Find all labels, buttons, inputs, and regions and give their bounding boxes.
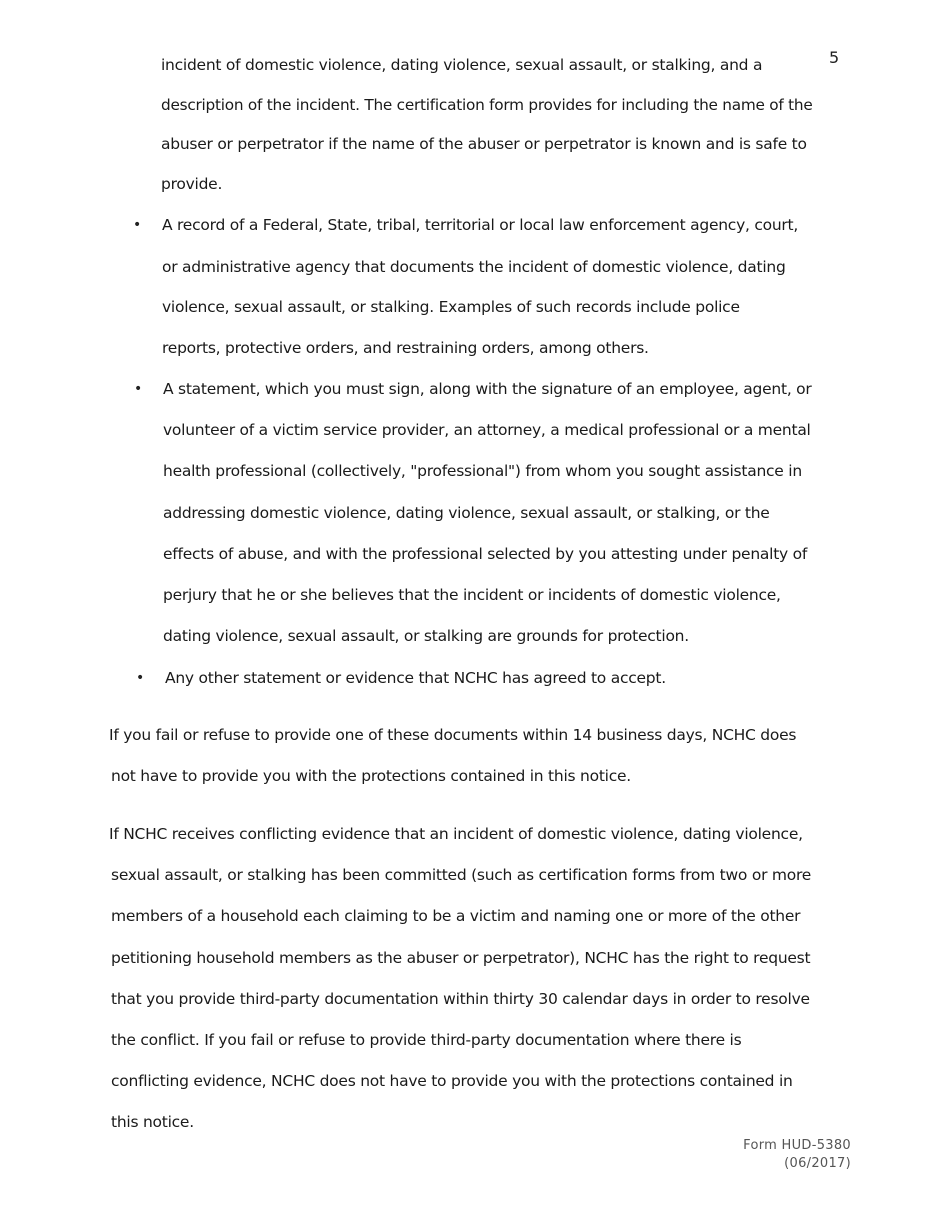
text-line: dating violence, sexual assault, or stalking are grounds for protection. [163, 627, 689, 645]
text-line: conflicting evidence, NCHC does not have to provide you with the protections contained in [111, 1072, 793, 1090]
text-line: or administrative agency that documents the incident of domestic violence, dating [162, 258, 786, 276]
text-line: addressing domestic violence, dating violence, sexual assault, or stalking, or the [163, 504, 770, 522]
text-line: volunteer of a victim service provider, an attorney, a medical professional or a mental [163, 421, 811, 439]
text-line: A statement, which you must sign, along with the signature of an employee, agent, or [163, 380, 812, 398]
text-line: description of the incident. The certification form provides for including the name of the [161, 96, 813, 114]
form-date: (06/2017) [784, 1156, 851, 1171]
text-line: violence, sexual assault, or stalking. Examples of such records include police [162, 298, 740, 316]
text-line: that you provide third-party documentation within thirty 30 calendar days in order to resolve [111, 990, 810, 1008]
text-line: members of a household each claiming to be a victim and naming one or more of the other [111, 907, 801, 925]
text-line: abuser or perpetrator if the name of the abuser or perpetrator is known and is safe to [161, 135, 807, 153]
text-line: petitioning household members as the abuser or perpetrator), NCHC has the right to request [111, 949, 811, 967]
text-line: Any other statement or evidence that NCHC has agreed to accept. [165, 669, 666, 687]
bullet-marker: • [136, 670, 145, 686]
text-line: effects of abuse, and with the professional selected by you attesting under penalty of [163, 545, 808, 563]
bullet-marker: • [133, 217, 142, 233]
text-line: A record of a Federal, State, tribal, territorial or local law enforcement agency, court, [162, 216, 799, 234]
text-line: sexual assault, or stalking has been committed (such as certification forms from two or more [111, 866, 812, 884]
page-number: 5 [829, 48, 840, 67]
text-line: incident of domestic violence, dating violence, sexual assault, or stalking, and a [161, 56, 763, 74]
text-line: perjury that he or she believes that the incident or incidents of domestic violence, [163, 586, 781, 604]
form-id: Form HUD-5380 [743, 1138, 851, 1153]
text-line: the conflict. If you fail or refuse to provide third-party documentation where there is [111, 1031, 742, 1049]
text-line: provide. [161, 175, 223, 193]
text-line: health professional (collectively, "professional") from whom you sought assistance in [163, 462, 802, 480]
text-line: not have to provide you with the protections contained in this notice. [111, 767, 631, 785]
text-line: this notice. [111, 1113, 194, 1131]
text-line: If you fail or refuse to provide one of these documents within 14 business days, NCHC does [109, 726, 797, 744]
bullet-marker: • [134, 381, 143, 397]
text-line: reports, protective orders, and restraining orders, among others. [162, 339, 649, 357]
text-line: If NCHC receives conflicting evidence that an incident of domestic violence, dating violence, [109, 825, 803, 843]
